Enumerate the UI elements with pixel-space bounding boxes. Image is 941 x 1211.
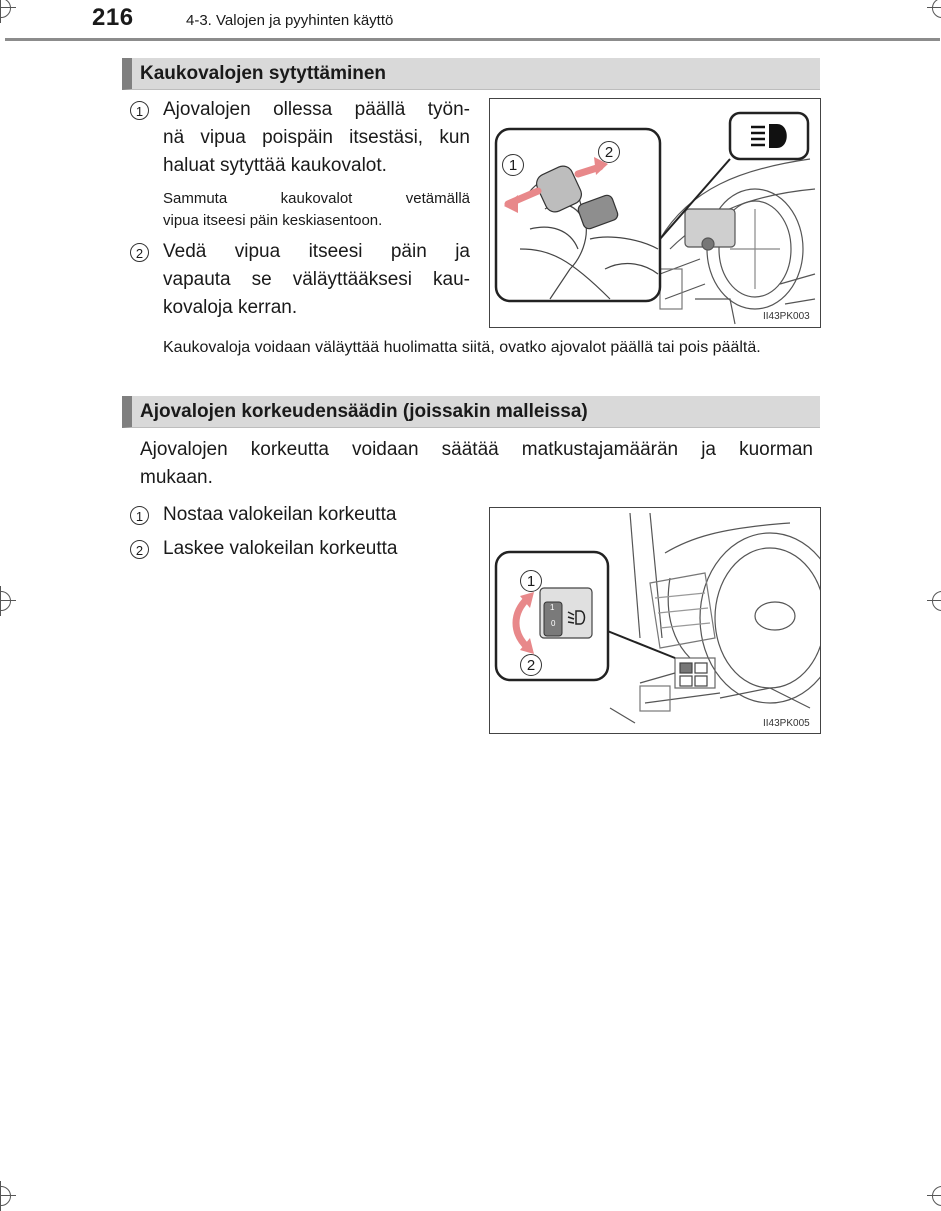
step-1-text: Nostaa valokeilan korkeutta <box>163 504 397 525</box>
registration-mark-icon <box>0 1186 11 1206</box>
registration-mark-icon <box>932 1186 941 1206</box>
headlight-leveling-illustration <box>490 508 820 733</box>
header-rule <box>5 38 940 41</box>
step-2-text <box>163 238 470 322</box>
figure-code: II43PK003 <box>763 311 810 322</box>
text-line: vapauta se väläyttääksesi kau- <box>163 269 470 290</box>
figure-headlight-leveling-dial <box>489 507 821 734</box>
registration-mark-icon <box>932 0 941 18</box>
text-line: haluat sytyttää kaukovalot. <box>163 155 387 176</box>
text-line: Vedä vipua itseesi päin ja <box>163 241 470 262</box>
step-2-text: Laskee valokeilan korkeutta <box>163 538 398 559</box>
text-line: Sammuta kaukovalot vetämällä <box>163 190 470 207</box>
headlight-leveling-icon <box>566 606 586 628</box>
step-number-2: 2 <box>130 540 149 559</box>
section-2-intro <box>140 436 813 492</box>
section-heading-text: Kaukovalojen sytyttäminen <box>140 63 387 84</box>
chapter-title: 4-3. Valojen ja pyyhinten käyttö <box>186 12 394 29</box>
text-line: vipua itseesi päin keskiasentoon. <box>163 212 383 229</box>
figure-callout-2: 2 <box>598 141 620 163</box>
high-beam-indicator-icon <box>745 121 795 151</box>
section-heading-headlight-leveling <box>122 396 820 428</box>
dial-mark-1: 1 <box>550 603 555 612</box>
figure-callout-1: 1 <box>502 154 524 176</box>
figure-code: II43PK005 <box>763 718 810 729</box>
registration-mark-icon <box>932 591 941 611</box>
registration-mark-icon <box>0 0 11 18</box>
text-line: Ajovalojen ollessa päällä työn- <box>163 99 470 120</box>
step-number-2: 2 <box>130 243 149 262</box>
registration-mark-icon <box>0 591 11 611</box>
step-1-note <box>163 188 470 232</box>
section-heading-high-beam <box>122 58 820 90</box>
text-line: nä vipua poispäin itsestäsi, kun <box>163 127 470 148</box>
figure-callout-1: 1 <box>520 570 542 592</box>
page-number: 216 <box>92 4 134 31</box>
step-number-1: 1 <box>130 101 149 120</box>
dial-mark-0: 0 <box>551 619 556 628</box>
text-line: Ajovalojen korkeutta voidaan säätää matkustajamäärän ja kuorman <box>140 439 813 460</box>
figure-high-beam-lever <box>489 98 821 328</box>
section-heading-text: Ajovalojen korkeudensäädin (joissakin malleissa) <box>140 401 588 422</box>
step-1-text <box>163 96 470 180</box>
figure-callout-2: 2 <box>520 654 542 676</box>
text-line: kovaloja kerran. <box>163 297 298 318</box>
step-number-1: 1 <box>130 506 149 525</box>
text-line: mukaan. <box>140 467 213 488</box>
section-1-note: Kaukovaloja voidaan väläyttää huolimatta siitä, ovatko ajovalot päällä tai pois päältä. <box>163 339 761 356</box>
